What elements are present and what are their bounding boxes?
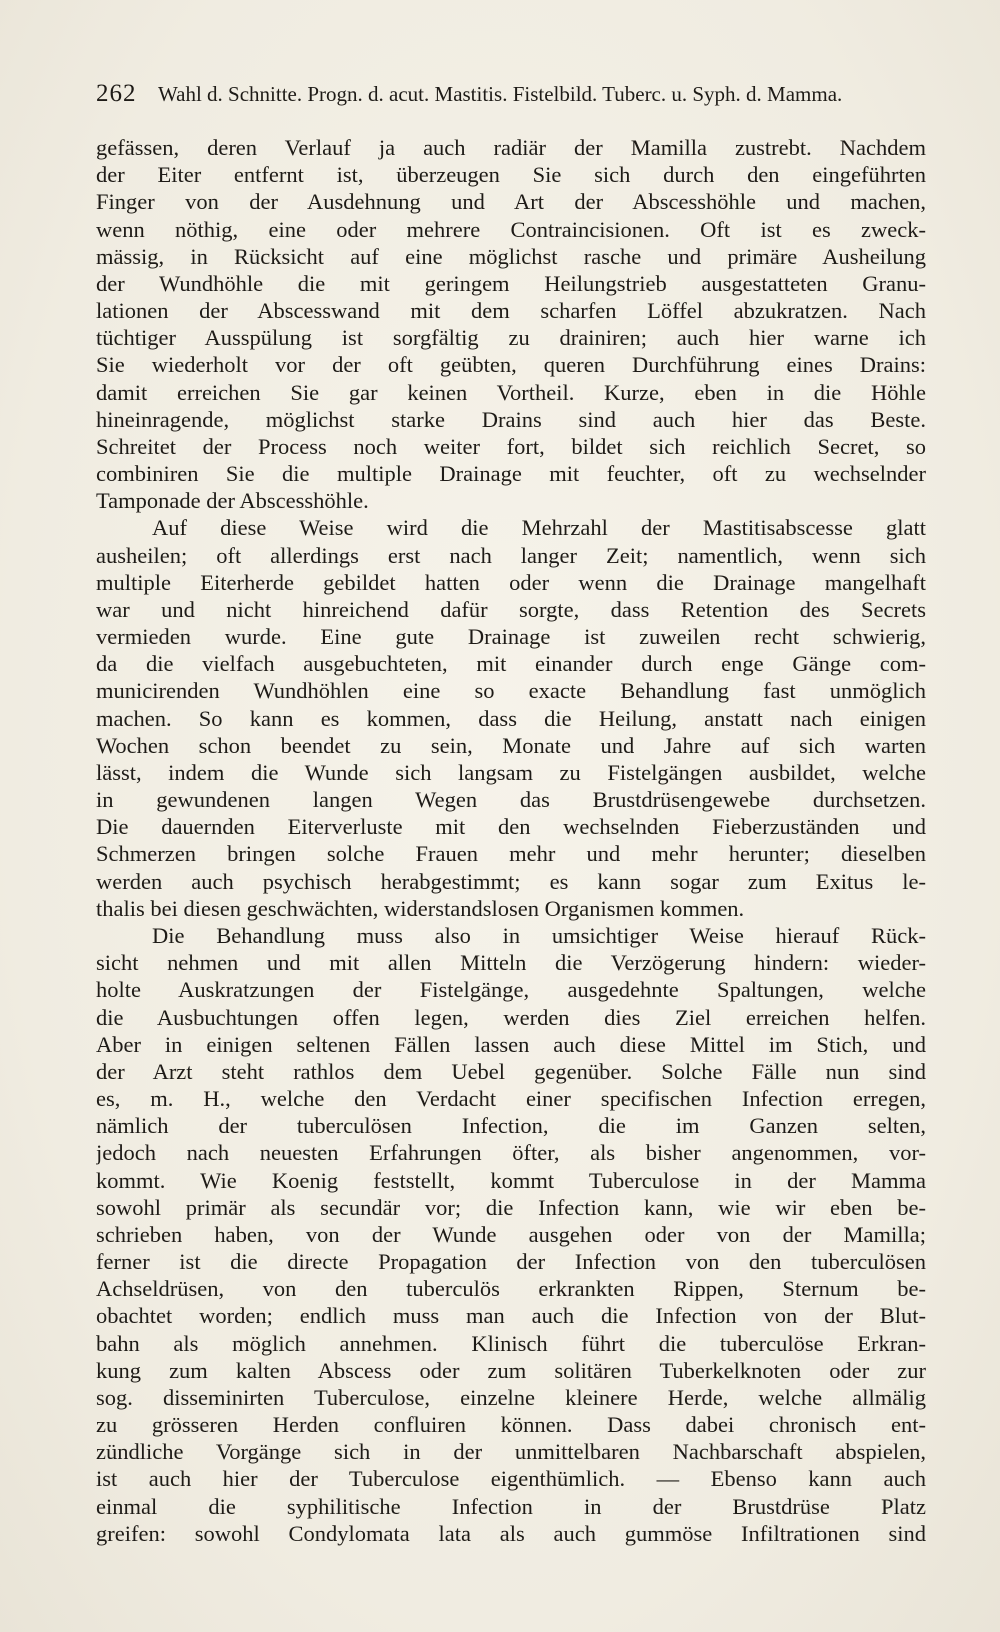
text-line: greifen: sowohl Condylomata lata als auch gummöse Infiltrationen sind	[96, 1520, 926, 1546]
text-line: die Ausbuchtungen offen legen, werden dies Ziel erreichen helfen.	[96, 1004, 926, 1030]
text-line: wenn nöthig, eine oder mehrere Contraincisionen. Oft ist es zweck-	[96, 216, 926, 242]
text-line: sog. disseminirten Tuberculose, einzelne kleinere Herde, welche allmälig	[96, 1384, 926, 1410]
text-line: Achseldrüsen, von den tuberculös erkrankten Rippen, Sternum be-	[96, 1276, 926, 1302]
text-line: ist auch hier der Tuberculose eigenthümlich. — Ebenso kann auch	[96, 1466, 926, 1492]
text-line: sowohl primär als secundär vor; die Infection kann, wie wir eben be-	[96, 1194, 926, 1220]
text-line: holte Auskratzungen der Fistelgänge, ausgedehnte Spaltungen, welche	[96, 977, 926, 1003]
text-line: tüchtiger Ausspülung ist sorgfältig zu drainiren; auch hier warne ich	[96, 325, 926, 351]
running-head	[96, 78, 926, 110]
text-line: thalis bei diesen geschwächten, widerstandslosen Organismen kommen.	[96, 895, 745, 921]
text-line: Wochen schon beendet zu sein, Monate und Jahre auf sich warten	[96, 732, 926, 758]
text-line: zündliche Vorgänge sich in der unmittelbaren Nachbarschaft abspielen,	[96, 1439, 926, 1465]
text-line: nämlich der tuberculösen Infection, die im Ganzen selten,	[96, 1113, 926, 1139]
text-line: werden auch psychisch herabgestimmt; es kann sogar zum Exitus le-	[96, 868, 926, 894]
text-line: der Eiter entfernt ist, überzeugen Sie sich durch den eingeführten	[96, 162, 926, 188]
text-line: ausheilen; oft allerdings erst nach langer Zeit; namentlich, wenn sich	[96, 542, 926, 568]
text-line: gefässen, deren Verlauf ja auch radiär der Mamilla zustrebt. Nachdem	[96, 135, 926, 160]
text-line: einmal die syphilitische Infection in der Brustdrüse Platz	[96, 1493, 926, 1519]
text-line: Schreitet der Process noch weiter fort, bildet sich reichlich Secret, so	[96, 433, 926, 459]
text-line: jedoch nach neuesten Erfahrungen öfter, als bisher angenommen, vor-	[96, 1140, 926, 1166]
text-line: bahn als möglich annehmen. Klinisch führt die tuberculöse Erkran-	[96, 1330, 926, 1356]
text-line: multiple Eiterherde gebildet hatten oder wenn die Drainage mangelhaft	[96, 569, 926, 595]
text-line: Finger von der Ausdehnung und Art der Abscesshöhle und machen,	[96, 189, 926, 215]
text-line: in gewundenen langen Wegen das Brustdrüsengewebe durchsetzen.	[96, 787, 926, 813]
text-line: hineinragende, möglichst starke Drains sind auch hier das Beste.	[96, 406, 926, 432]
text-line: vermieden wurde. Eine gute Drainage ist zuweilen recht schwierig,	[96, 624, 926, 650]
text-line: es, m. H., welche den Verdacht einer specifischen Infection erregen,	[96, 1086, 926, 1112]
text-line: Die Behandlung muss also in umsichtiger Weise hierauf Rück-	[152, 922, 926, 948]
text-line: der Arzt steht rathlos dem Uebel gegenüber. Solche Fälle nun sind	[96, 1058, 926, 1084]
text-line: da die vielfach ausgebuchteten, mit einander durch enge Gänge com-	[96, 651, 926, 677]
text-line: machen. So kann es kommen, dass die Heilung, anstatt nach einigen	[96, 705, 926, 731]
text-line: Auf diese Weise wird die Mehrzahl der Mastitisabscesse glatt	[152, 515, 926, 541]
text-line: war und nicht hinreichend dafür sorgte, dass Retention des Secrets	[96, 596, 926, 622]
text-line: Die dauernden Eiterverluste mit den wechselnden Fieberzuständen und	[96, 814, 926, 840]
text-line: municirenden Wundhöhlen eine so exacte Behandlung fast unmöglich	[96, 678, 926, 704]
text-line: schrieben haben, von der Wunde ausgehen oder von der Mamilla;	[96, 1221, 926, 1247]
text-line: ferner ist die directe Propagation der Infection von den tuberculösen	[96, 1249, 926, 1275]
text-line: Tamponade der Abscesshöhle.	[96, 488, 369, 514]
text-line: combiniren Sie die multiple Drainage mit feuchter, oft zu wechselnder	[96, 461, 926, 487]
text-line: lationen der Abscesswand mit dem scharfen Löffel abzukratzen. Nach	[96, 298, 926, 324]
text-line: damit erreichen Sie gar keinen Vortheil. Kurze, eben in die Höhle	[96, 379, 926, 405]
text-line: kung zum kalten Abscess oder zum solitären Tuberkelknoten oder zur	[96, 1357, 926, 1383]
text-line: Sie wiederholt vor der oft geübten, queren Durchführung eines Drains:	[96, 352, 926, 378]
text-line: sicht nehmen und mit allen Mitteln die Verzögerung hindern: wieder-	[96, 950, 926, 976]
page-number: 262	[96, 80, 137, 107]
text-line: Aber in einigen seltenen Fällen lassen auch diese Mittel im Stich, und	[96, 1031, 926, 1057]
text-line: Schmerzen bringen solche Frauen mehr und mehr herunter; dieselben	[96, 841, 926, 867]
text-line: kommt. Wie Koenig feststellt, kommt Tuberculose in der Mamma	[96, 1167, 926, 1193]
text-line: obachtet worden; endlich muss man auch die Infection von der Blut-	[96, 1303, 926, 1329]
text-line: zu grösseren Herden confluiren können. Dass dabei chronisch ent-	[96, 1412, 926, 1438]
text-line: mässig, in Rücksicht auf eine möglichst rasche und primäre Ausheilung	[96, 243, 926, 269]
text-line: lässt, indem die Wunde sich langsam zu Fistelgängen ausbildet, welche	[96, 759, 926, 785]
header-title: Wahl d. Schnitte. Progn. d. acut. Mastitis. Fistelbild. Tuberc. u. Syph. d. Mamma.	[158, 82, 843, 106]
text-line: der Wundhöhle die mit geringem Heilungstrieb ausgestatteten Granu-	[96, 270, 926, 296]
body-text	[96, 134, 926, 1547]
